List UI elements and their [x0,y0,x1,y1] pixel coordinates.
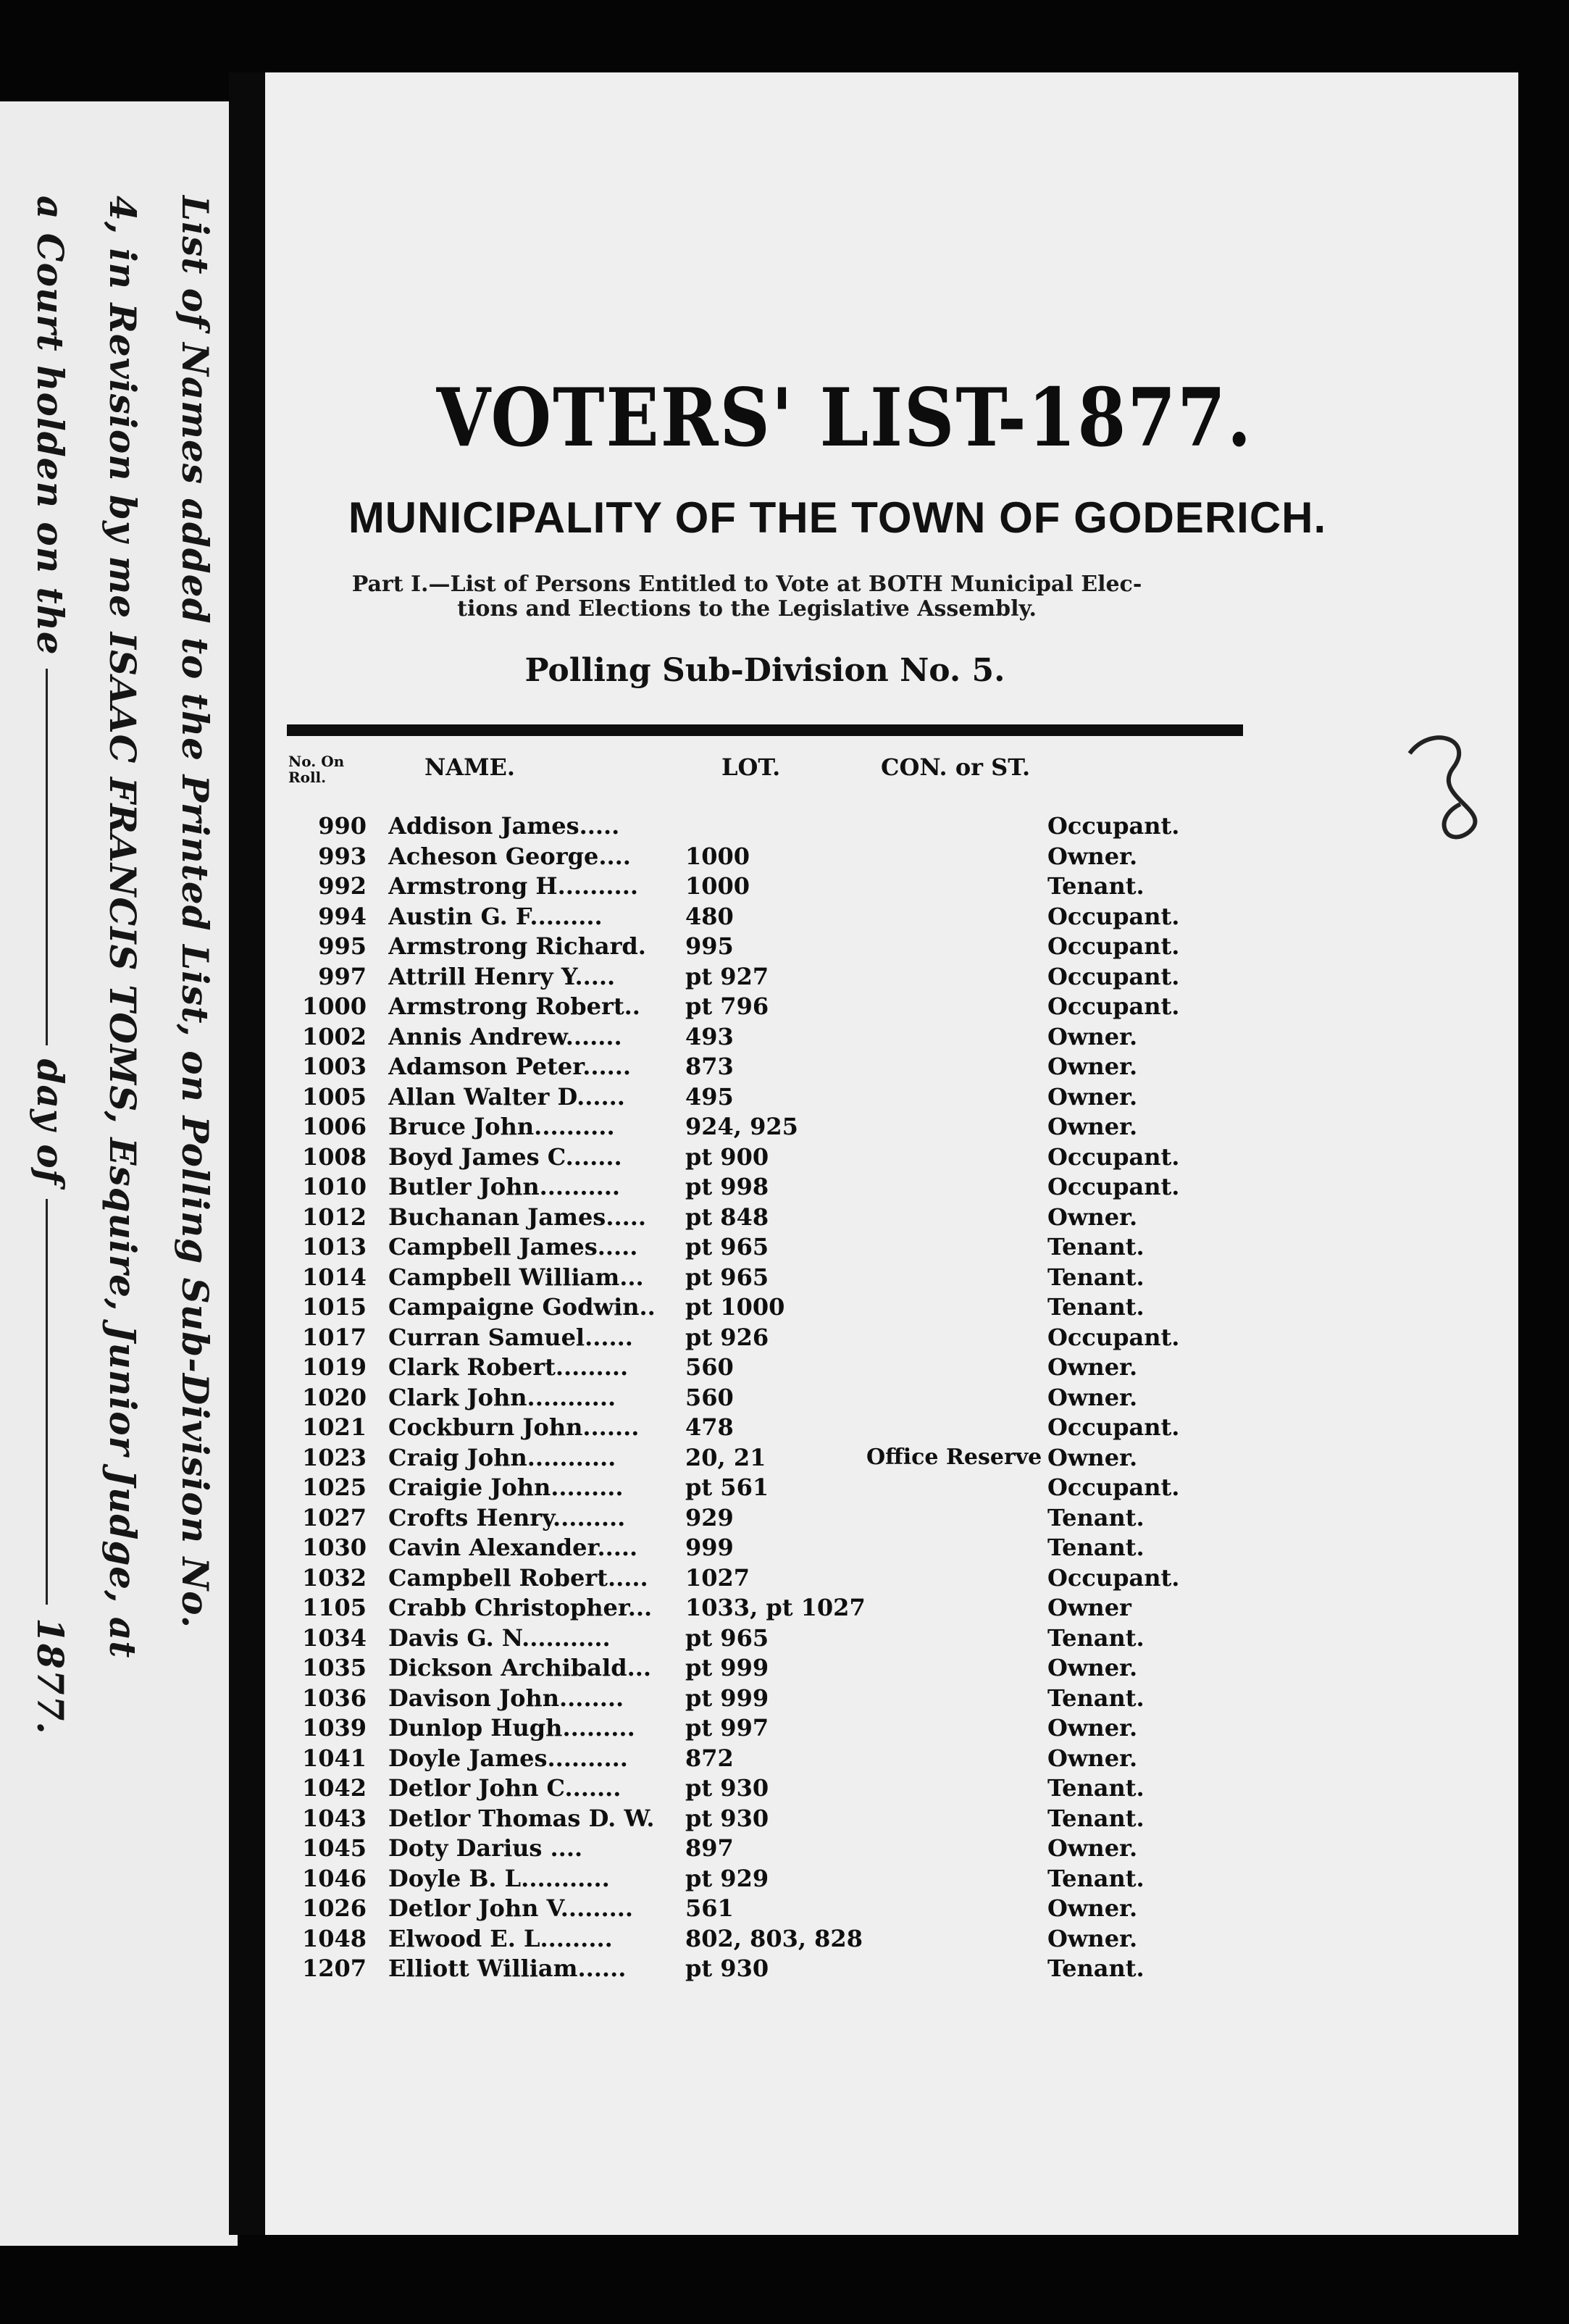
lot-number: pt 965 [685,1233,769,1261]
side-note-line-3 [25,196,75,2152]
lot-number: pt 926 [685,1323,769,1351]
voter-name: Detlor John C....... [388,1774,622,1802]
roll-number: 1035 [301,1654,367,1681]
table-row [287,1052,1301,1081]
roll-number: 1012 [301,1203,367,1231]
voter-name: Acheson George.... [388,842,631,870]
blank-line [46,1199,49,1605]
table-row [287,811,1301,840]
voter-status: Tenant. [1047,1503,1145,1531]
voter-status: Owner. [1047,1353,1138,1381]
voter-name: Elwood E. L......... [388,1924,613,1952]
roll-number: 1006 [301,1113,367,1140]
roll-number: 1034 [301,1623,367,1652]
voter-status: Owner. [1047,842,1138,870]
part-line-2: tions and Elections to the Legislative Assembly. [457,596,1037,622]
voter-name: Addison James..... [388,812,620,840]
part-line-1: Part I.—List of Persons Entitled to Vote at BOTH Municipal Elec- [351,572,1142,597]
lot-number: 560 [685,1353,734,1381]
voter-status: Occupant. [1047,1474,1180,1501]
roll-number: 1010 [301,1173,367,1200]
side-note-line-2: 4, in Revision by me ISAAC FRANCIS TOMS, Esquire, Junior Judge, at [101,196,144,1659]
voter-name: Allan Walter D...... [388,1082,625,1111]
voter-status: Tenant. [1047,1293,1145,1321]
voter-name: Campbell James..... [388,1233,638,1261]
lot-number: pt 998 [685,1173,769,1200]
voter-status: Owner. [1047,1443,1138,1471]
roll-number: 1019 [301,1353,367,1381]
voter-name: Cockburn John....... [388,1413,640,1441]
lot-number: 1000 [685,842,750,870]
voter-status: Owner. [1047,1924,1138,1952]
voter-status: Owner [1047,1594,1131,1621]
lot-number: 802, 803, 828 [685,1924,863,1952]
roll-number: 1021 [301,1413,367,1441]
side-note [10,196,227,2152]
table-row [287,872,1301,900]
header-lot: LOT. [721,753,781,781]
lot-number: 1027 [685,1563,750,1592]
voter-status: Tenant. [1047,1804,1145,1832]
voter-name: Crabb Christopher... [388,1594,653,1621]
lot-number: 872 [685,1744,734,1772]
table-row [287,1563,1301,1592]
voter-name: Craigie John......... [388,1474,624,1501]
table-row [287,1623,1301,1652]
side-note-court: a Court holden on the [29,196,72,656]
municipality-heading: MUNICIPALITY OF THE TOWN OF GODERICH. [348,493,1327,542]
roll-number: 1003 [301,1053,367,1080]
roll-number: 1020 [301,1383,367,1411]
lot-number: pt 929 [685,1864,769,1892]
roll-number: 1048 [301,1924,367,1952]
table-row [287,1954,1301,1983]
voter-status: Tenant. [1047,1684,1145,1712]
lot-number: pt 848 [685,1203,769,1231]
voter-name: Austin G. F......... [388,902,603,930]
voter-status: Owner. [1047,1744,1138,1772]
roll-number: 1039 [301,1714,367,1742]
roll-number: 990 [318,812,367,840]
voter-status: Tenant. [1047,1263,1145,1291]
table-row [287,1413,1301,1442]
voter-name: Dunlop Hugh......... [388,1714,635,1742]
roll-number: 1036 [301,1684,367,1712]
roll-number: 994 [318,902,367,930]
voter-name: Butler John.......... [388,1173,621,1200]
voter-status: Owner. [1047,1654,1138,1681]
side-note-strip [0,101,238,2246]
table-row [287,932,1301,961]
voter-status: Occupant. [1047,812,1180,840]
voter-name: Craig John........... [388,1443,616,1471]
roll-number: 1046 [301,1864,367,1892]
con-or-st: Office Reserve [866,1444,1042,1470]
voters-list-page [229,72,1518,2235]
voter-status: Tenant. [1047,1623,1145,1652]
lot-number: 873 [685,1053,734,1080]
table-row [287,1112,1301,1141]
table-row [287,1834,1301,1863]
table-row [287,1894,1301,1923]
voter-name: Clark Robert......... [388,1353,629,1381]
table-row [287,1022,1301,1051]
voter-name: Crofts Henry......... [388,1503,626,1531]
roll-number: 1027 [301,1503,367,1531]
roll-number: 997 [318,962,367,990]
lot-number: pt 900 [685,1142,769,1171]
table-row [287,1353,1301,1382]
voter-status: Occupant. [1047,1413,1180,1441]
voter-status: Tenant. [1047,1534,1145,1561]
lot-number: pt 965 [685,1623,769,1652]
roll-number: 1023 [301,1443,367,1471]
table-row [287,1503,1301,1532]
lot-number: 999 [685,1534,734,1561]
table-row [287,1593,1301,1622]
lot-number: pt 1000 [685,1293,785,1321]
roll-number: 1013 [301,1233,367,1261]
voter-status: Tenant. [1047,872,1145,900]
voter-name: Clark John........... [388,1383,616,1411]
voter-status: Tenant. [1047,1233,1145,1261]
voter-name: Davison John........ [388,1684,624,1712]
roll-number: 1002 [301,1022,367,1050]
voter-status: Occupant. [1047,1142,1180,1171]
lot-number: 493 [685,1022,734,1050]
table-row [287,1684,1301,1713]
lot-number: pt 999 [685,1684,769,1712]
voter-name: Buchanan James..... [388,1203,647,1231]
table-row [287,1263,1301,1292]
roll-number: 1005 [301,1082,367,1111]
roll-number: 1030 [301,1534,367,1561]
roll-number: 1017 [301,1323,367,1351]
lot-number: pt 930 [685,1955,769,1982]
lot-number: pt 796 [685,992,769,1020]
lot-number: pt 999 [685,1654,769,1681]
voter-name: Armstrong Robert.. [388,992,640,1020]
table-row [287,1172,1301,1201]
roll-number: 993 [318,842,367,870]
table-row [287,842,1301,871]
voter-status: Occupant. [1047,962,1180,990]
roll-number: 1008 [301,1142,367,1171]
voter-name: Campbell William... [388,1263,644,1291]
voter-status: Owner. [1047,1714,1138,1742]
roll-number: 1045 [301,1834,367,1862]
lot-number: 995 [685,932,734,960]
lot-number: pt 927 [685,962,769,990]
voter-status: Occupant. [1047,1563,1180,1592]
table-row [287,1924,1301,1953]
voter-status: Tenant. [1047,1864,1145,1892]
table-row [287,1383,1301,1412]
table-row [287,1864,1301,1893]
side-note-line-1: List of Names added to the Printed List, on Polling Sub-Division No. [174,196,217,1629]
voter-name: Curran Samuel...... [388,1323,633,1351]
table-row [287,902,1301,931]
lot-number: 478 [685,1413,734,1441]
header-con-or-st: CON. or ST. [881,753,1031,781]
table-row [287,962,1301,991]
blank-line [46,669,49,1045]
voter-status: Occupant. [1047,1323,1180,1351]
table-row [287,1473,1301,1502]
roll-number: 1105 [301,1594,367,1621]
voter-name: Elliott William...... [388,1955,627,1982]
lot-number: pt 965 [685,1263,769,1291]
roll-number: 1042 [301,1774,367,1802]
voter-status: Tenant. [1047,1955,1145,1982]
page-title: VOTERS' LIST-1877. [436,370,1253,465]
roll-number: 992 [318,872,367,900]
lot-number: 20, 21 [685,1443,766,1471]
roll-number: 995 [318,932,367,960]
header-name: NAME. [424,753,516,781]
voter-name: Adamson Peter...... [388,1053,632,1080]
voter-name: Cavin Alexander..... [388,1534,638,1561]
table-row [287,1713,1301,1742]
voter-name: Armstrong H.......... [388,872,638,900]
roll-number: 1026 [301,1894,367,1922]
lot-number: 1000 [685,872,750,900]
roll-number: 1043 [301,1804,367,1832]
voter-name: Armstrong Richard. [388,932,646,960]
table-row [287,1232,1301,1261]
voter-status: Owner. [1047,1082,1138,1111]
voter-status: Tenant. [1047,1774,1145,1802]
lot-number: 561 [685,1894,734,1922]
voter-name: Campbell Robert..... [388,1563,648,1592]
pencil-annotation [1388,710,1518,855]
voter-status: Owner. [1047,1834,1138,1862]
lot-number: pt 561 [685,1474,769,1501]
voter-status: Occupant. [1047,902,1180,930]
voter-name: Doty Darius .... [388,1834,583,1862]
heavy-rule [287,724,1243,736]
table-row [287,1773,1301,1802]
side-note-day-of: day of [29,1058,72,1186]
voter-status: Owner. [1047,1383,1138,1411]
voter-status: Occupant. [1047,992,1180,1020]
roll-number: 1000 [301,992,367,1020]
table-row [287,1744,1301,1773]
lot-number: 929 [685,1503,734,1531]
roll-number: 1207 [301,1955,367,1982]
roll-number: 1025 [301,1474,367,1501]
voter-name: Detlor Thomas D. W. [388,1804,655,1832]
side-note-year: 1877. [29,1618,72,1735]
table-row [287,992,1301,1021]
lot-number: 480 [685,902,734,930]
lot-number: 495 [685,1082,734,1111]
table-row [287,1653,1301,1682]
voter-name: Bruce John.......... [388,1113,615,1140]
header-roll-no: No. On Roll. [288,753,345,786]
table-row [287,1323,1301,1352]
voter-name: Boyd James C....... [388,1142,622,1171]
table-row [287,1142,1301,1171]
roll-number: 1014 [301,1263,367,1291]
table-row [287,1292,1301,1321]
table-row [287,1804,1301,1833]
table-row [287,1082,1301,1111]
lot-number: 1033, pt 1027 [685,1594,866,1621]
subdivision-heading: Polling Sub-Division No. 5. [524,652,1005,689]
lot-number: 897 [685,1834,734,1862]
voter-name: Campaigne Godwin.. [388,1293,656,1321]
lot-number: 560 [685,1383,734,1411]
voter-name: Doyle B. L........... [388,1864,610,1892]
lot-number: pt 930 [685,1804,769,1832]
voter-name: Davis G. N........... [388,1623,611,1652]
roll-number: 1015 [301,1293,367,1321]
voter-name: Annis Andrew....... [388,1022,622,1050]
lot-number: 924, 925 [685,1113,798,1140]
voter-status: Owner. [1047,1022,1138,1050]
table-row [287,1203,1301,1232]
voter-name: Doyle James.......... [388,1744,628,1772]
voter-status: Owner. [1047,1203,1138,1231]
part-description [294,572,1200,622]
roll-number: 1041 [301,1744,367,1772]
roll-number: 1032 [301,1563,367,1592]
voter-status: Owner. [1047,1113,1138,1140]
table-row [287,1533,1301,1562]
voter-status: Occupant. [1047,1173,1180,1200]
lot-number: pt 997 [685,1714,769,1742]
page-spine [229,72,265,2235]
voter-name: Detlor John V......... [388,1894,634,1922]
table-row [287,1443,1301,1472]
voter-status: Owner. [1047,1053,1138,1080]
voter-status: Occupant. [1047,932,1180,960]
lot-number: pt 930 [685,1774,769,1802]
voter-name: Attrill Henry Y..... [388,962,616,990]
voter-name: Dickson Archibald... [388,1654,651,1681]
voter-status: Owner. [1047,1894,1138,1922]
